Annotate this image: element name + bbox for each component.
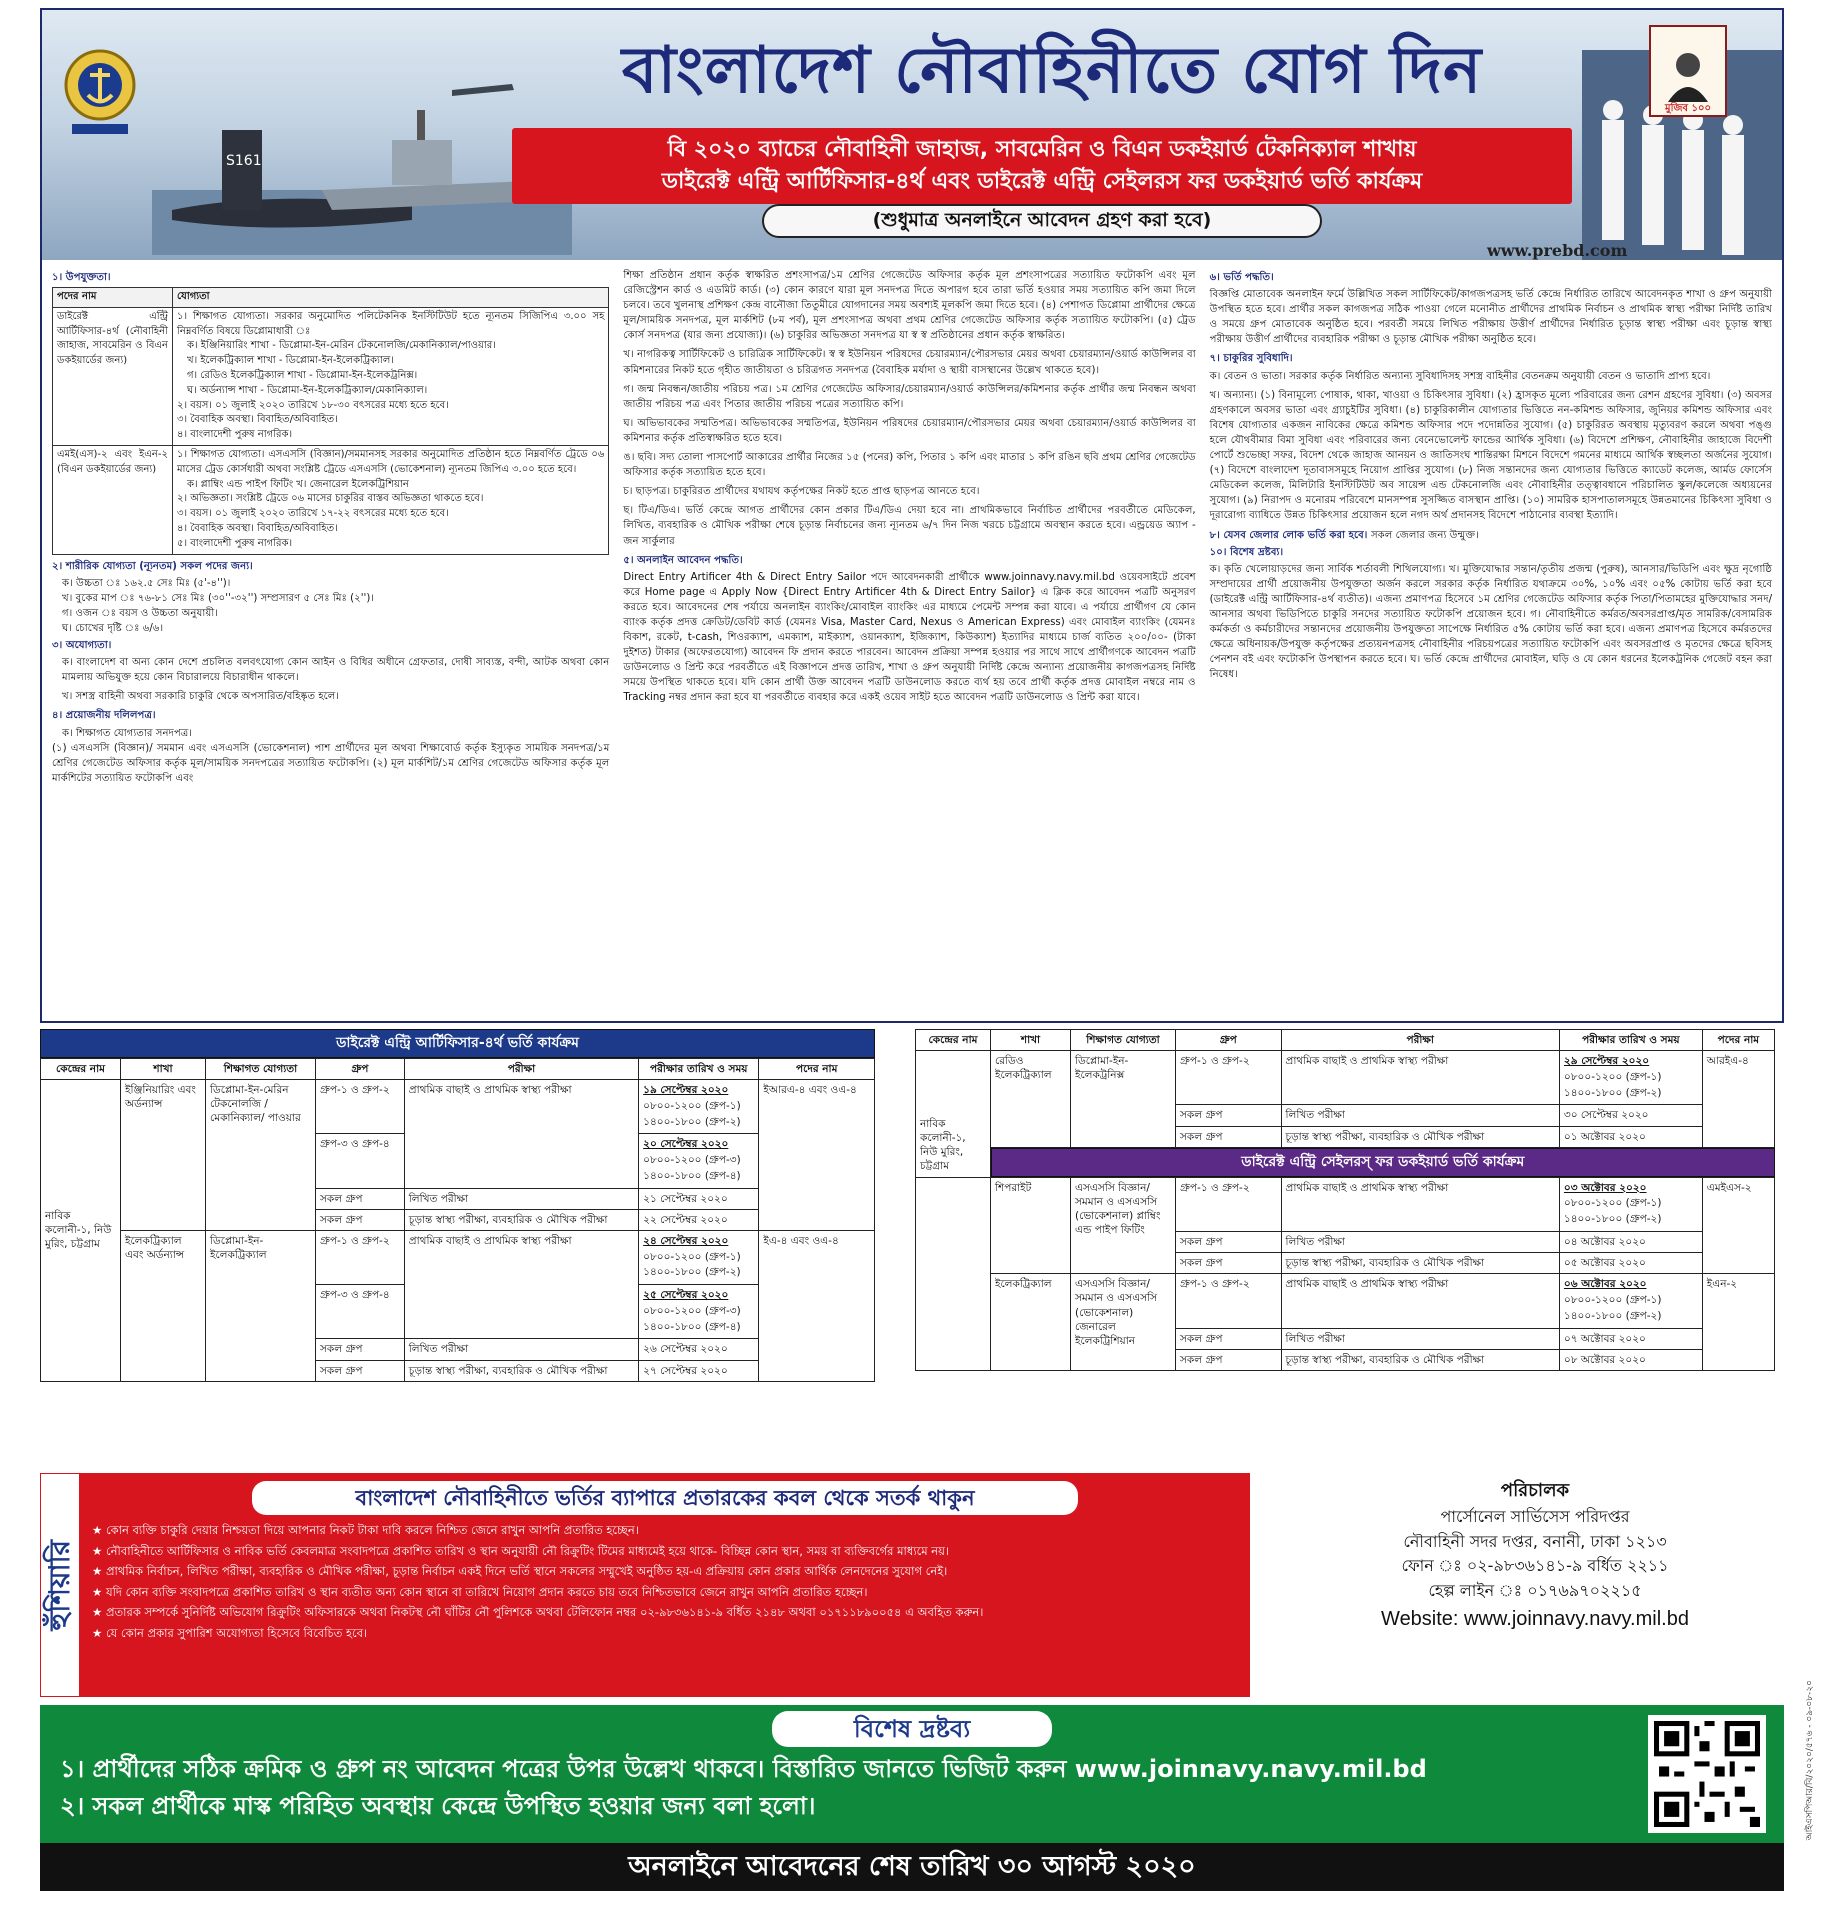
physical-chest: খ। বুকের মাপ ঃ ৭৬-৮১ সেঃ মিঃ (৩০''-৩২'') সম্প্রসারণ ৫ সেঃ মিঃ (২'')। xyxy=(62,592,374,604)
radio-sailor-schedule xyxy=(915,1029,1775,1371)
group-cell: গ্রুপ-১ ও গ্রুপ-২ xyxy=(1176,1051,1282,1105)
time: ১৪০০-১৮০০ (গ্রুপ-২) xyxy=(1563,1086,1662,1099)
subtitle-line-2: ডাইরেক্ট এন্ট্রি আর্টিফিসার-৪র্থ এবং ডাইরেক্ট এন্ট্রি সেইলরস ফর ডকইয়ার্ড ভর্তি কার্যক্রম xyxy=(661,168,1423,194)
special-note-line-1: ১। প্রার্থীদের সঠিক ক্রমিক ও গ্রুপ নং আবেদন পত্রের উপর উল্লেখ থাকবে। বিস্তারিত জানতে ভিজিট করুন www.joinnavy.navy.mil.bd xyxy=(60,1755,1427,1784)
table-row xyxy=(41,1080,875,1134)
qual-shipwright: এসএসসি বিজ্ঞান/ সমমান ও এসএসসি (ভোকেশনাল) প্লাম্বিং এন্ড পাইপ ফিটিং xyxy=(1071,1177,1176,1274)
exam-cell: চূড়ান্ত স্বাস্থ্য পরীক্ষা, ব্যবহারিক ও মৌখিক পরীক্ষা xyxy=(1281,1253,1559,1274)
time: ০৮০০-১২০০ (গ্রুপ-৩) xyxy=(643,1154,741,1167)
header-banner xyxy=(40,8,1784,260)
section-5-heading: ৫। অনলাইন আবেদন পদ্ধতি। xyxy=(623,554,743,566)
qual-text: ১। শিক্ষাগত যোগ্যতা। এসএসসি (বিজ্ঞান)/সমমানসহ সরকার অনুমোদিত প্রতিষ্ঠান হতে নিম্নবর্ণিত ট্রেডে ০৬ মাসের ট্রেড কোর্সধারী অথবা সংশ্লিষ্ট ট্রেডে এসএসসি (ভোকেশনাল) ন্যূনতম জিপিএ ৩.০০ হতে হবে। xyxy=(177,449,605,475)
disqualification-a: ক। বাংলাদেশ বা অন্য কোন দেশে প্রচলিত বলবৎযোগ্য কোন আইন ও বিধির অধীনে গ্রেফতার, দোষী সাব্যস্ত, বন্দী, আটক অথবা কোন মামলায় অভিযুক্ত হয়ে কোন বিচারালয়ে বিচারাধীন থাকলে। xyxy=(62,657,610,684)
sailor-schedule-title: ডাইরেক্ট এন্ট্রি সেইলরস্ ফর ডকইয়ার্ড ভর্তি কার্যক্রম xyxy=(991,1148,1775,1177)
qual-text: ৫। বাংলাদেশী পুরুষ নাগরিক। xyxy=(177,537,293,549)
physical-height: ক। উচ্চতা ঃ ১৬২.৫ সেঃ মিঃ (৫'-৪'')। xyxy=(62,577,231,589)
section-8-heading xyxy=(1210,528,1772,543)
group-cell: সকল গ্রুপ xyxy=(1176,1105,1282,1126)
th-group: গ্রুপ xyxy=(316,1058,405,1079)
th-exam: পরীক্ষা xyxy=(1281,1030,1559,1051)
qual-text: ১। শিক্ষাগত যোগ্যতা। সরকার অনুমোদিত পলিটেকনিক ইনস্টিটিউট হতে ন্যূনতম সিজিপিএ ৩.০০ সহ নিম্নবর্ণিত বিষয়ে ডিপ্লোমাধারী ঃ xyxy=(177,310,605,337)
warning-vertical-label xyxy=(40,1473,80,1697)
exam-cell: প্রাথমিক বাছাই ও প্রাথমিক স্বাস্থ্য পরীক্ষা xyxy=(404,1080,638,1189)
documents-continued: শিক্ষা প্রতিষ্ঠান প্রধান কর্তৃক স্বাক্ষরিত প্রশংসাপত্র/১ম শ্রেণির গেজেটেড অফিসার কর্তৃক মূল প্রশংসাপত্রের সত্যায়িত ফটোকপি এবং মূল রেজিস্ট্রেশন কার্ড ও এডমিট কার্ড। (৩) কোন কারণে যারা মূল সনদপত্র দিতে অপারগ হবে তারা ভর্তি হওয়ার সময় সত্যায়িত কপি জমা দিলে চলবে। তবে খুলনাস্থ প্রশিক্ষণ কেন্দ্র বানৌজা তিতুমীরে যোগদানের সময় অবশ্যই মূলকপি জমা দিতে হবে। (৪) পেশাগত ডিপ্লোমা প্রার্থীদের ক্ষেত্রে মূল/সাময়িক সনদপত্র, মূল মার্কশিট (৮ম পর্ব), মূল প্রশংসাপত্র অথবা প্রথম শ্রেণির গেজেটেড অফিসার কর্তৃক সত্যায়িত ফটোকপি। (৫) ট্রেড কোর্স সনদপত্র (যার জন্য প্রযোজ্য)। (৬) চাকুরির অভিজ্ঞতা সনদপত্র যা স্ব স্ব প্রতিষ্ঠানের প্রধান কর্তৃক স্বাক্ষরিত। xyxy=(623,270,1196,342)
section-3-heading: ৩। অযোগ্যতা। xyxy=(52,640,112,652)
list-item: ★ কোন ব্যক্তি চাকুরি দেয়ার নিশ্চয়তা দিয়ে আপনার নিকট টাকা দাবি করলে নিশ্চিত জেনে রাখুন আপনি প্রতারিত হচ্ছেন। xyxy=(92,1523,1238,1539)
date: ০৩ অক্টোবর ২০২০ xyxy=(1563,1181,1647,1194)
exam-cell: লিখিত পরীক্ষা xyxy=(1281,1105,1559,1126)
time: ০৮০০-১২০০ (গ্রুপ-১) xyxy=(1563,1294,1662,1306)
artificer-schedule-title: ডাইরেক্ট এন্ট্রি আর্টিফিসার-৪র্থ ভর্তি কার্যক্রম xyxy=(40,1029,875,1058)
qual-text: গ। রেডিও ইলেকট্রিক্যাল শাখা - ডিপ্লোমা-ইন-ইলেকট্রনিক্স। xyxy=(187,370,418,382)
qual-engineering: ডিপ্লোমা-ইন-মেরিন টেকনোলজি /মেকানিক্যাল/ পাওয়ার xyxy=(206,1080,316,1231)
director-title: পরিচালক xyxy=(1500,1480,1570,1501)
table-row xyxy=(53,446,609,555)
special-notes-text: ক। কৃতি খেলোয়াড়দের জন্য সার্বিক শর্তাবলী শিথিলযোগ্য। খ। মুক্তিযোদ্ধার সন্তান/তৃতীয় প্রজন্ম (পুরুষ), আনসার/ভিডিপি এবং ক্ষুদ্র নৃগোষ্ঠি সম্প্রদায়ের প্রার্থী প্রয়োজনীয় উপযুক্ততা অর্জন করলে সরকার কর্তৃক নির্ধারিত যথাক্রমে ৩০%, ১০% এবং ০৫% কোটায় ভর্তি করা হবে (ডাইরেক্ট এন্ট্রি আর্টিফিসার-৪র্থ ব্যতীত)। এজন্য প্রমাণপত্র হিসেবে ১ম শ্রেণির গেজেটেড অফিসার কর্তৃক পিতা/পিতামহের মুক্তিযোদ্ধার সনদ/আনসার অথবা ভিডিপিতে চাকুরি সনদের সত্যায়িত ফটোকপি প্রয়োজন হবে। গ। নৌবাহিনীতে কর্মরত/অবসরপ্রাপ্ত/মৃত সামরিক/বেসামরিক কর্মকর্তা ও কর্মচারীদের সন্তানদের প্রয়োজনীয় উপযুক্ততা সাপেক্ষে নির্ধারিত ৫% কোটায় ভর্তি করা হবে। এজন্য প্রমাণপত্র হিসেবে কর্মরতদের ক্ষেত্রে অধিনায়ক/উপযুক্ত কর্তৃপক্ষের প্রত্যয়নপত্রসহ নৌবাহিনীর পরিচয়পত্রের সত্যায়িত ফটোকপি এবং অবসরপ্রাপ্ত ও মৃতদের ক্ষেত্রে ছবিসহ পেনশন বই এবং ফটোকপি উপস্থাপন করতে হবে। ঘ। ভর্তি কেন্দ্রে প্রার্থীদের মোবাইল, ঘড়ি ও যে কোন ধরনের ইলেকট্রনিক গেজেট বহন করা নিষেধ। xyxy=(1209,563,1772,681)
exam-cell: লিখিত পরীক্ষা xyxy=(404,1339,638,1360)
th-qualification: শিক্ষাগত যোগ্যতা xyxy=(1071,1030,1176,1051)
warning-box xyxy=(80,1473,1250,1697)
date: ২৯ সেপ্টেম্বর ২০২০ xyxy=(1563,1055,1650,1068)
physical-eyesight: ঘ। চোখের দৃষ্টি ঃ ৬/৬। xyxy=(62,623,164,635)
submarine-ship-graphic xyxy=(152,70,572,255)
warning-label: হুঁশিয়ারি xyxy=(43,1539,77,1631)
deadline-footer: অনলাইনে আবেদনের শেষ তারিখ ৩০ আগস্ট ২০২০ xyxy=(40,1843,1784,1891)
qual-electrical: এসএসসি বিজ্ঞান/ সমমান ও এসএসসি (ভোকেশনাল) জেনারেল ইলেকট্রিশিয়ান xyxy=(1071,1274,1176,1371)
eligibility-table xyxy=(52,287,609,555)
date: ১৯ সেপ্টেম্বর ২০২০ xyxy=(643,1084,729,1097)
group-cell: গ্রুপ-১ ও গ্রুপ-২ xyxy=(316,1230,405,1284)
table-row xyxy=(916,1177,1775,1231)
exam-cell: লিখিত পরীক্ষা xyxy=(404,1188,638,1209)
benefits-others: খ। অন্যান্য। (১) বিনামূল্যে পোষাক, থাকা, খাওয়া ও চিকিৎসার সুবিধা। (২) হ্রাসকৃত মূল্যে পরিবারের জন্য রেশন গ্রহণের সুবিধা। (৩) অবসর গ্রহণকালে অবসর ভাতা এবং গ্র্যাচুইটির সুবিধা। (৪) চাকুরিকালীন যোগ্যতার ভিত্তিতে নন-কমিশন্ড অফিসার, জুনিয়র কমিশন্ড অফিসার এবং বিশেষ যোগ্যতার একজন নাবিকের ক্ষেত্রে কমিশন্ড অফিসার পদে পদোন্নতির সুযোগ। (৫) চাকুরিরত অবস্থায় মৃত্যুবরণ করলে অথবা পঙ্গু হলে যৌথবীমার বিমা সুবিধা এবং পরিবারের জন্য বেনেভোলেন্ট ফান্ডের আর্থিক সুবিধা। (৬) বিদেশে প্রশিক্ষণ, নৌবাহিনীর জাহাজে বিদেশী পোর্টে শুভেচ্ছা সফর, বিদেশ থেকে জাহাজ আনয়ন ও জাতিসংঘ শান্তিরক্ষা মিশনে বিদেশে গমনের মাধ্যমে আর্থিক স্বচ্ছলতা অর্জনের সুযোগ। (৭) বিদেশে বাংলাদেশ দূতাবাসসমূহে নিয়োগ প্রাপ্তির সুযোগ। (৮) নিজ সন্তানদের জন্য যোগ্যতার ভিত্তিতে ক্যাডেট কলেজ, আর্মড ফোর্সেস মেডিকেল কলেজ, মিলিটারি ইনস্টিটিউট অব সায়েন্স এন্ড টেকনোলজি এবং নৌবাহিনীর তত্ত্বাবধানে পরিচালিত স্কুল/কলেজে অধ্যয়নের সুযোগ। (৯) নিরাপদ ও মনোরম পরিবেশে মানসম্পন্ন সুসজ্জিত বাসস্থান প্রাপ্তি। (১০) সামরিক হাসপাতালসমূহে উন্নতমানের চিকিৎসা সুবিধা ও দূরারোগ্য ব্যাধিতে উন্নত চিকিৎসার প্রয়োজন হলে নগদ অর্থ প্রদানসহ বিদেশে পাঠানোর ব্যবস্থা ইত্যাদি। xyxy=(1209,389,1772,522)
isp-reference: আইএসপিআর/বি/২০২০/৫৭৬ - ০৯-০৮-২০ xyxy=(1804,1680,1815,1841)
centre-name: নাবিক কলোনী-১, নিউ মুরিং, চট্টগ্রাম xyxy=(916,1051,991,1177)
qual-radio: ডিপ্লোমা-ইন- ইলেকট্রনিক্স xyxy=(1071,1051,1176,1148)
subtitle-line-1: বি ২০২০ ব্যাচের নৌবাহিনী জাহাজ, সাবমেরিন ও বিএন ডকইয়ার্ড টেকনিক্যাল শাখায় xyxy=(667,137,1417,162)
exam-cell: প্রাথমিক বাছাই ও প্রাথমিক স্বাস্থ্য পরীক্ষা xyxy=(1281,1051,1559,1105)
time: ০৮০০-১২০০ (গ্রুপ-১) xyxy=(643,1099,741,1112)
documents-citizenship: খ। নাগরিকত্ব সার্টিফিকেট ও চারিত্রিক সার্টিফিকেট। স্ব স্ব ইউনিয়ন পরিষদের চেয়ারম্যান/পৌরসভার মেয়র অথবা চেয়ারম্যান/ওয়ার্ড কাউন্সিলর বা কমিশনারের নিকট হতে গৃহীত জাতীয়তা ও চরিত্রগত সনদপত্র (বৈবাহিক মর্যাদা ও স্থায়ী বাসস্থানের উল্লেখ থাকতে হবে)। xyxy=(623,349,1196,376)
group-cell: গ্রুপ-৩ ও গ্রুপ-৪ xyxy=(316,1134,405,1188)
date: ০৬ অক্টোবর ২০২০ xyxy=(1563,1278,1647,1291)
branch-engineering: ইঞ্জিনিয়ারিং এবং অর্ডন্যান্স xyxy=(121,1080,206,1231)
qual-text: ৩। বয়স। ০১ জুলাই ২০২০ তারিখে ১৭-২২ বৎসরের মধ্যে হতে হবে। xyxy=(177,508,449,520)
date-cell: ২২ সেপ্টেম্বর ২০২০ xyxy=(639,1209,759,1230)
post-cell: আরইএ-৪ xyxy=(1702,1051,1774,1148)
group-cell: সকল গ্রুপ xyxy=(316,1339,405,1360)
special-note-line-2: ২। সকল প্রার্থীকে মাস্ক পরিহিত অবস্থায় কেন্দ্রে উপস্থিত হওয়ার জন্য বলা হলো। xyxy=(60,1791,816,1820)
documents-guardian-consent: ঘ। অভিভাবকের সম্মতিপত্র। অভিভাবকের সম্মতিপত্র, ইউনিয়ন পরিষদের চেয়ারম্যান/পৌরসভার মেয়র অথবা চেয়ারম্যান/ওয়ার্ড কাউন্সিলর বা কমিশনার কর্তৃক প্রতিস্বাক্ষরিত হতে হবে। xyxy=(623,417,1196,444)
centre-continued xyxy=(916,1177,991,1370)
group-cell: সকল গ্রুপ xyxy=(316,1360,405,1381)
mujib-100-portrait xyxy=(1649,25,1727,117)
qr-code-icon xyxy=(1648,1715,1766,1833)
column-2 xyxy=(623,268,1195,1013)
director-dept: পার্সোনেল সার্ভিসেস পরিদপ্তর xyxy=(1440,1506,1630,1526)
section-6-heading: ৬। ভর্তি পদ্ধতি। xyxy=(1209,272,1274,283)
th-post: পদের নাম xyxy=(759,1058,875,1079)
list-item: ★ নৌবাহিনীতে আর্টিফিসার ও নাবিক ভর্তি কেবলমাত্র সংবাদপত্রে প্রকাশিত তারিখ ও স্থান অনুযায়ী নৌ রিক্রুটিং টিমের মাধ্যমেই হয়ে থাকে- বিচ্ছিন্ন কোন স্থান, সময় বা ব্যক্তিবর্গের মাধ্যমে নয়। xyxy=(92,1544,1238,1560)
online-only-notice: (শুধুমাত্র অনলাইনে আবেদন গ্রহণ করা হবে) xyxy=(762,204,1322,238)
branch-electrical: ইলেকট্রিক্যাল এবং অর্ডন্যান্স xyxy=(121,1230,206,1381)
qual-text: ক। ইঞ্জিনিয়ারিং শাখা - ডিপ্লোমা-ইন-মেরিন টেকনোলজি/মেকানিক্যাল/পাওয়ার। xyxy=(187,340,496,352)
th-post: পদের নাম xyxy=(1702,1030,1774,1051)
list-item: ★ যদি কোন ব্যক্তি সংবাদপত্রে প্রকাশিত তারিখ ও স্থান ব্যতীত অন্য কোন স্থানে বা তারিখে নিয়োগ প্রদান করতে চায় তবে নিশ্চিতভাবে জেনে রাখুন আপনি প্রতারিত হচ্ছেন। xyxy=(92,1585,1238,1601)
date-cell xyxy=(639,1134,759,1188)
section-10-heading: ১০। বিশেষ দ্রষ্টব্য। xyxy=(1209,546,1284,558)
artificer-schedule-table xyxy=(40,1058,875,1382)
qual-text: ক। প্লাম্বিং এন্ড পাইপ ফিটিং খ। জেনারেল ইলেকট্রিশিয়ান xyxy=(187,478,409,490)
post-cell: ইএন-২ xyxy=(1702,1274,1774,1371)
group-cell: গ্রুপ-১ ও গ্রুপ-২ xyxy=(1176,1274,1282,1328)
time: ১৪০০-১৮০০ (গ্রুপ-২) xyxy=(643,1115,741,1128)
portrait-icon xyxy=(1663,47,1713,102)
section-1-heading: ১। উপযুক্ততা। xyxy=(52,272,111,283)
branch-electrical: ইলেকট্রিক্যাল xyxy=(991,1274,1071,1371)
time: ১৪০০-১৮০০ (গ্রুপ-৪) xyxy=(643,1320,741,1333)
date: ২৫ সেপ্টেম্বর ২০২০ xyxy=(643,1289,729,1302)
qual-text: ৩। বৈবাহিক অবস্থা। বিবাহিত/অবিবাহিত। xyxy=(177,414,338,426)
date-cell xyxy=(639,1080,759,1134)
group-cell: সকল গ্রুপ xyxy=(1176,1328,1282,1349)
exam-cell: প্রাথমিক বাছাই ও প্রাথমিক স্বাস্থ্য পরীক্ষা xyxy=(1281,1177,1559,1231)
th-post: পদের নাম xyxy=(53,288,173,308)
section-7-heading: ৭। চাকুরির সুবিধাদি। xyxy=(1209,353,1293,365)
time: ১৪০০-১৮০০ (গ্রুপ-২) xyxy=(1563,1309,1662,1322)
qual-text: ২। অভিজ্ঞতা। সংশ্লিষ্ট ট্রেডে ০৬ মাসের চাকুরির বাস্তব অভিজ্ঞতা থাকতে হবে। xyxy=(177,493,484,505)
subtitle-box xyxy=(512,128,1572,204)
online-application-text: Direct Entry Artificer 4th & Direct Entry Sailor পদে আবেদনকারী প্রার্থীকে www.joinnavy.navy.mil.bd ওয়েবসাইটে প্রবেশ করে Home page এ Apply Now {Direct Entry Artificer 4th & Direct Entry Sailor} এ ক্লিক করে আবেদন পত্রটি অনুসরণ করতে হবে। আবেদনের শেষ পর্যায়ে অনলাইন ব্যাংকিং/মোবাইল ব্যাংকিং এর মাধ্যমে পেমেন্ট সম্পন্ন করা যাবে। এ পর্যায়ে প্রার্থীগণ যে কোন ব্যাংক কর্তৃক প্রদত্ত ক্রেডিট/ডেবিট কার্ড (যেমনঃ Visa, Master Card, Nexus ও American Express) এবং মোবাইল ব্যাংকিং (যেমনঃ বিকাশ, রকেট, t-cash, শিওরক্যাশ, এমক্যাশ, মাইক্যাশ, ওয়ানক্যাশ, ইজিক্যাশ, কিউক্যাশ) ইত্যাদির মাধ্যমে চার্জ ব্যতিত ২০০/০০- (টাকা দুইশত) টাকার (অফেরতযোগ্য) আবেদন ফি প্রদান করতে পারবেন। আবেদন প্রক্রিয়া সম্পন্ন হওয়ার পর সাথে সাথে প্রার্থীগণকে আবেদন পত্রটি ডাউনলোড ও প্রিন্ট করে পরবর্তীতে এই বিজ্ঞাপনে প্রদত্ত তারিখ, শাখা ও গ্রুপ অনুযায়ী নির্দিষ্ট কেন্দ্রে অন্যান্য প্রয়োজনীয় কাগজপত্রসহ নির্দিষ্ট সময়ে উপস্থিত থাকতে হবে। যদি কোন প্রার্থী উক্ত আবেদন পত্রটি ডাউনলোড করতে ব্যর্থ হয় তবে প্রার্থী কর্তৃক প্রদত্ত মোবাইল নম্বরে নাম ও Tracking নম্বর প্রদান করা হবে যা পরবর্তীতে ব্যবহার করে একই ওয়েব সাইট হতে আবেদন পত্রটি ডাউনলোড ও প্রিন্ট করা যাবে। xyxy=(623,571,1196,704)
documents-ta-da: ছ। টিএ/ডিএ। ভর্তি কেন্দ্রে আগত প্রার্থীদের কোন প্রকার টিএ/ডিএ দেয়া হবে না। প্রাথমিকভাবে নির্বাচিত প্রার্থীদের পরবর্তীতে মেডিকেল, লিখিত, ব্যবহারিক ও মৌখিক পরীক্ষা শেষে চূড়ান্ত নির্বাচনের জন্য ন্যূনতম ৬/৭ দিন নিজ খরচে চট্টগ্রামে অবস্থান করতে হবে। এন্ড্রয়েড অ্যাপ - জন সার্কুলার xyxy=(623,505,1196,547)
date-cell: ২৭ সেপ্টেম্বর ২০২০ xyxy=(639,1360,759,1381)
qual-artificer xyxy=(173,307,609,445)
group-cell: সকল গ্রুপ xyxy=(316,1188,405,1209)
exam-cell: চূড়ান্ত স্বাস্থ্য পরীক্ষা, ব্যবহারিক ও মৌখিক পরীক্ষা xyxy=(1281,1349,1559,1370)
qual-electrical: ডিপ্লোমা-ইন- ইলেকট্রিক্যাল xyxy=(206,1230,316,1381)
th-centre: কেন্দ্রের নাম xyxy=(41,1058,121,1079)
qual-text: খ। ইলেকট্রিক্যাল শাখা - ডিপ্লোমা-ইন-ইলেকট্রিক্যাল। xyxy=(187,355,394,367)
benefits-salary: ক। বেতন ও ভাতা। সরকার কর্তৃক নির্ধারিত অন্যান্য সুবিধাদিসহ সশস্ত্র বাহিনীর বেতনক্রম অনুযায়ী বেতন ও ভাতাদি প্রাপ্য হবে। xyxy=(1209,370,1711,382)
ship-number: S161 xyxy=(226,153,262,169)
main-title: বাংলাদেশ নৌবাহিনীতে যোগ দিন xyxy=(621,33,1483,108)
schedule-tables xyxy=(40,1029,1784,1469)
anchor-icon xyxy=(60,40,140,140)
qual-text: ২। বয়স। ০১ জুলাই ২০২০ তারিখে ১৮-৩০ বৎসরের মধ্যে হতে হবে। xyxy=(177,399,449,411)
section-8-text: সকল জেলার জন্য উন্মুক্ত। xyxy=(1370,529,1479,541)
mujib-badge: মুজিব ১০০ xyxy=(1665,102,1711,114)
exam-cell: চূড়ান্ত স্বাস্থ্য পরীক্ষা, ব্যবহারিক ও মৌখিক পরীক্ষা xyxy=(404,1209,638,1230)
list-item: ★ প্রতারক সম্পর্কে সুনির্দিষ্ট অভিযোগ রিক্রুটিং অফিসারকে অথবা নিকটস্থ নৌ ঘাঁটির নৌ পুলিশকে অথবা টেলিফোন নম্বর ০২-৯৮৩৬১৪১-৯ বর্ধিত ২১৪৮ অথবা ০১৭১১৮৯০০৫৪ এ অবহিত করুন। xyxy=(92,1605,1238,1621)
exam-cell: প্রাথমিক বাছাই ও প্রাথমিক স্বাস্থ্য পরীক্ষা xyxy=(404,1230,638,1339)
special-note xyxy=(40,1705,1784,1843)
th-branch: শাখা xyxy=(121,1058,206,1079)
director-phone: ফোন ঃ ০২-৯৮৩৬১৪১-৯ বর্ধিত ২২১১ xyxy=(1401,1556,1669,1576)
documents-photo: ঙ। ছবি। সদ্য তোলা পাসপোর্ট আকারের প্রার্থীর নিজের ১৫ (পনের) কপি, পিতার ১ কপি এবং মাতার ১ কপি রঙিন ছবি প্রথম শ্রেণির গেজেটেড অফিসার কর্তৃক সত্যায়িত হতে হবে। xyxy=(623,452,1196,479)
body-content xyxy=(40,260,1784,1023)
date-cell: ০৪ অক্টোবর ২০২০ xyxy=(1559,1231,1702,1252)
th-exam: পরীক্ষা xyxy=(404,1058,638,1079)
exam-cell: চূড়ান্ত স্বাস্থ্য পরীক্ষা, ব্যবহারিক ও মৌখিক পরীক্ষা xyxy=(1281,1126,1559,1147)
time: ০৮০০-১২০০ (গ্রুপ-৩) xyxy=(643,1304,741,1317)
section-4-heading: ৪। প্রয়োজনীয় দলিলপত্র। xyxy=(52,710,156,722)
director-block xyxy=(1285,1477,1785,1635)
special-note-title: বিশেষ দ্রষ্টব্য xyxy=(772,1711,1052,1747)
warning-list xyxy=(92,1523,1238,1641)
qual-text: ৪। বাংলাদেশী পুরুষ নাগরিক। xyxy=(177,429,293,441)
table-row xyxy=(41,1230,875,1284)
exam-cell: লিখিত পরীক্ষা xyxy=(1281,1231,1559,1252)
table-row xyxy=(916,1051,1775,1105)
group-cell: সকল গ্রুপ xyxy=(1176,1349,1282,1370)
prebd-website: www.prebd.com xyxy=(1487,241,1628,260)
date-cell xyxy=(1559,1177,1702,1231)
qual-text: ঘ। অর্ডন্যান্স শাখা - ডিপ্লোমা-ইন-ইলেকট্রিক্যাল/মেকানিক্যাল। xyxy=(187,384,428,396)
post-cell: ইএ-৪ এবং ওএ-৪ xyxy=(759,1230,875,1381)
time: ০৮০০-১২০০ (গ্রুপ-১) xyxy=(1563,1197,1662,1210)
time: ০৮০০-১২০০ (গ্রুপ-১) xyxy=(1563,1070,1662,1083)
column-3 xyxy=(1210,268,1772,1013)
warning-title: বাংলাদেশ নৌবাহিনীতে ভর্তির ব্যাপারে প্রতারকের কবল থেকে সতর্ক থাকুন xyxy=(252,1481,1078,1515)
date-cell: ০৫ অক্টোবর ২০২০ xyxy=(1559,1253,1702,1274)
th-date-time: পরীক্ষার তারিখ ও সময় xyxy=(1559,1030,1702,1051)
th-branch: শাখা xyxy=(991,1030,1071,1051)
branch-radio: রেডিও ইলেকট্রিক্যাল xyxy=(991,1051,1071,1148)
radio-sailor-schedule-table xyxy=(915,1029,1775,1371)
date-cell xyxy=(1559,1274,1702,1328)
group-cell: গ্রুপ-১ ও গ্রুপ-২ xyxy=(316,1080,405,1134)
date-cell xyxy=(639,1230,759,1284)
time: ১৪০০-১৮০০ (গ্রুপ-২) xyxy=(643,1266,741,1279)
group-cell: সকল গ্রুপ xyxy=(1176,1253,1282,1274)
branch-shipwright: শিপরাইট xyxy=(991,1177,1071,1274)
post-cell: ইআরএ-৪ এবং ওএ-৪ xyxy=(759,1080,875,1231)
documents-birth-registration: গ। জন্ম নিবন্ধন/জাতীয় পরিচয় পত্র। ১ম শ্রেণির গেজেটেড অফিসার/চেয়ারম্যান/ওয়ার্ড কাউন্সিলর/কমিশনার কর্তৃক প্রার্থীর জন্ম নিবন্ধন অথবা জাতীয় পরিচয় পত্র এবং পিতার জাতীয় পরিচয় পত্রের সত্যায়িত কপি। xyxy=(623,383,1196,410)
date-cell: ৩০ সেপ্টেম্বর ২০২০ xyxy=(1559,1105,1702,1126)
table-row xyxy=(53,307,609,445)
director-address: নৌবাহিনী সদর দপ্তর, বনানী, ঢাকা ১২১৩ xyxy=(1403,1531,1667,1551)
th-group: গ্রুপ xyxy=(1176,1030,1282,1051)
post-cell: এমইএস-২ xyxy=(1702,1177,1774,1274)
group-cell: গ্রুপ-৩ ও গ্রুপ-৪ xyxy=(316,1285,405,1339)
date-cell xyxy=(1559,1051,1702,1105)
disqualification-b: খ। সশস্ত্র বাহিনী অথবা সরকারি চাকুরি থেকে অপসারিত/বহিষ্কৃত হলে। xyxy=(62,691,340,703)
qual-me-en xyxy=(173,446,609,555)
group-cell: সকল গ্রুপ xyxy=(1176,1126,1282,1147)
warning-area xyxy=(40,1473,1784,1703)
physical-weight: গ। ওজন ঃ বয়স ও উচ্চতা অনুযায়ী। xyxy=(62,607,218,619)
post-me-en: এমই(এস)-২ এবং ইএন-২ (বিএন ডকইয়ার্ডের জন্য) xyxy=(53,446,173,555)
exam-cell: প্রাথমিক বাছাই ও প্রাথমিক স্বাস্থ্য পরীক্ষা xyxy=(1281,1274,1559,1328)
th-qualification: যোগ্যতা xyxy=(173,288,609,308)
admission-procedure-text: বিজ্ঞপ্তি মোতাবেক অনলাইন ফর্মে উল্লিখিত সকল সার্টিফিকেট/কাগজপত্রসহ ভর্তি কেন্দ্রে নির্ধারিত তারিখে আবেদনকৃত শাখা ও গ্রুপ অনুযায়ী উপস্থিত হতে হবে। প্রার্থীর সকল কাগজপত্র সঠিক পাওয়া গেলে মনোনীত প্রার্থীদের প্রাথমিক নির্বাচন ও প্রাথমিক স্বাস্থ্য পরীক্ষা নির্দিষ্ট তারিখ ও সময়ে গ্রুপ মোতাবেক অনুষ্ঠিত হবে। পরবর্তী সময়ে লিখিত পরীক্ষায় উত্তীর্ণ প্রার্থীদের নির্ধারিত চূড়ান্ত স্বাস্থ্য পরীক্ষা এবং চূড়ান্ত স্বাস্থ্য পরীক্ষায় উত্তীর্ণ প্রার্থীদের ব্যবহারিক পরীক্ষা ও চূড়ান্ত মৌখিক পরীক্ষা অনুষ্ঠিত হবে। xyxy=(1209,289,1772,346)
time: ০৮০০-১২০০ (গ্রুপ-১) xyxy=(643,1250,741,1263)
section-2-heading: ২। শারীরিক যোগ্যতা (ন্যূনতম) সকল পদের জন্য। xyxy=(52,560,253,572)
exam-cell: লিখিত পরীক্ষা xyxy=(1281,1328,1559,1349)
table-row xyxy=(916,1274,1775,1328)
navy-logo xyxy=(52,30,147,150)
group-cell: সকল গ্রুপ xyxy=(316,1209,405,1230)
qual-text: ৪। বৈবাহিক অবস্থা। বিবাহিত/অবিবাহিত। xyxy=(177,523,338,535)
time: ১৪০০-১৮০০ (গ্রুপ-৪) xyxy=(643,1169,741,1182)
date-cell: ০১ অক্টোবর ২০২০ xyxy=(1559,1126,1702,1147)
group-cell: গ্রুপ-১ ও গ্রুপ-২ xyxy=(1176,1177,1282,1231)
list-item: ★ প্রাথমিক নির্বাচন, লিখিত পরীক্ষা, ব্যবহারিক ও মৌখিক পরীক্ষা, চূড়ান্ত নির্বাচন একই দিনে ভর্তি স্থানে সকলের সম্মুখেই অনুষ্ঠিত হয়-এ প্রক্রিয়ায় কোন প্রকার আর্থিক লেনদেনের সুযোগ নেই। xyxy=(92,1564,1238,1580)
time: ১৪০০-১৮০০ (গ্রুপ-২) xyxy=(1563,1213,1662,1226)
documents-release: চ। ছাড়পত্র। চাকুরিরত প্রার্থীদের যথাযথ কর্তৃপক্ষের নিকট হতে প্রাপ্ত ছাড়পত্র আনতে হবে। xyxy=(623,486,980,498)
th-centre: কেন্দ্রের নাম xyxy=(916,1030,991,1051)
section-8-label: ৮। যেসব জেলার লোক ভর্তি করা হবে। xyxy=(1209,529,1368,541)
th-date-time: পরীক্ষার তারিখ ও সময় xyxy=(639,1058,759,1079)
exam-cell: চূড়ান্ত স্বাস্থ্য পরীক্ষা, ব্যবহারিক ও মৌখিক পরীক্ষা xyxy=(404,1360,638,1381)
list-item: ★ যে কোন প্রকার সুপারিশ অযোগ্যতা হিসেবে বিবেচিত হবে। xyxy=(92,1626,1238,1642)
date-cell xyxy=(639,1285,759,1339)
date-cell: ০৭ অক্টোবর ২০২০ xyxy=(1559,1328,1702,1349)
documents-a1: (১) এসএসসি (বিজ্ঞান)/ সমমান এবং এসএসসি (ভোকেশনাল) পাশ প্রার্থীদের মূল অথবা শিক্ষাবোর্ড কর্তৃক ইস্যুকৃত সাময়িক সনদপত্র/১ম শ্রেণির গেজেটেড অফিসার কর্তৃক মূল/সাময়িক সনদপত্রের সত্যায়িত ফটোকপি। (২) মূল মার্কশিট/১ম শ্রেণির গেজেটেড অফিসার কর্তৃক মূল মার্কশিটের সত্যায়িত ফটোকপি এবং xyxy=(52,742,610,784)
date-cell: ২৬ সেপ্টেম্বর ২০২০ xyxy=(639,1339,759,1360)
post-artificer: ডাইরেক্ট এন্ট্রি আর্টিফিসার-৪র্থ (নৌবাহিনী জাহাজ, সাবমেরিন ও বিএন ডকইয়ার্ডের জন্য) xyxy=(53,307,173,445)
date: ২০ সেপ্টেম্বর ২০২০ xyxy=(643,1138,729,1151)
date-cell: ২১ সেপ্টেম্বর ২০২০ xyxy=(639,1188,759,1209)
sailor-title-cell xyxy=(991,1147,1775,1177)
group-cell: সকল গ্রুপ xyxy=(1176,1231,1282,1252)
documents-a: ক। শিক্ষাগত যোগ্যতার সনদপত্র। xyxy=(62,727,192,739)
column-1 xyxy=(52,268,609,1013)
director-helpline: হেল্প লাইন ঃ ০১৭৬৯৭০২২১৫ xyxy=(1428,1581,1642,1601)
th-qualification: শিক্ষাগত যোগ্যতা xyxy=(206,1058,316,1079)
artificer-schedule xyxy=(40,1029,875,1382)
centre-name: নাবিক কলোনী-১, নিউ মুরিং, চট্টগ্রাম xyxy=(41,1080,121,1382)
date: ২৪ সেপ্টেম্বর ২০২০ xyxy=(643,1234,729,1247)
date-cell: ০৮ অক্টোবর ২০২০ xyxy=(1559,1349,1702,1370)
director-website: Website: www.joinnavy.navy.mil.bd xyxy=(1381,1608,1689,1631)
